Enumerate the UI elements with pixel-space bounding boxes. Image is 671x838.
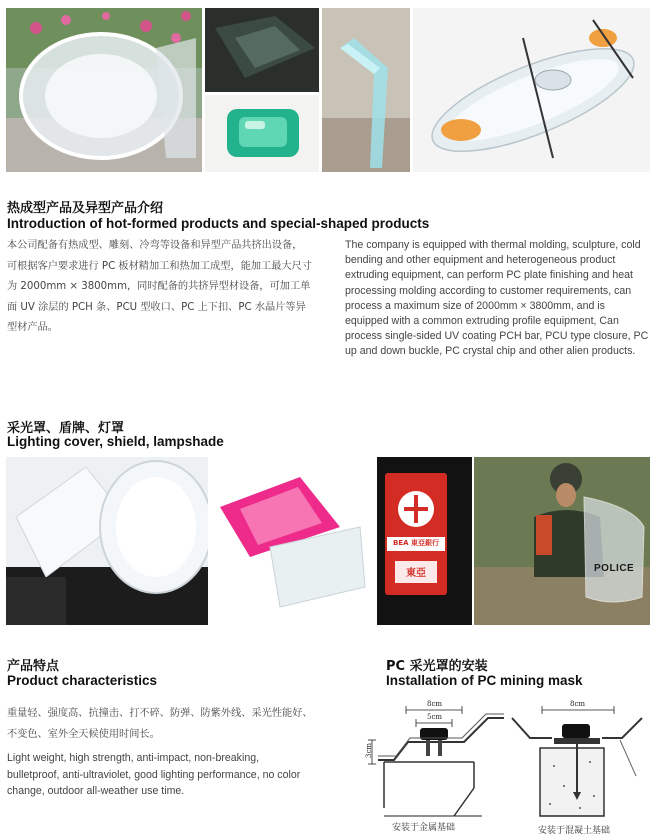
bank-sign-text: BEA 東亞銀行 [393, 539, 439, 547]
photo-green-cover [205, 95, 319, 172]
dim-top-right: 8cm [570, 700, 586, 708]
section2-title-cn: 采光罩、盾牌、灯罩 [7, 421, 125, 436]
section3-title-cn: 产品特点 [7, 659, 60, 674]
photo-police-shield [474, 457, 650, 625]
installation-diagram-svg [364, 696, 654, 836]
shield-text: POLICE [594, 563, 635, 574]
section1-title-en: Introduction of hot-formed products and special-shaped products [7, 216, 430, 231]
dim-top-left: 8cm [427, 700, 443, 708]
photo-angle-profile [322, 8, 410, 172]
section1-body-cn: 本公司配备有热成型、雕刻、冷弯等设备和异型产品共挤出设备，可根据客户要求进行 PC 板材精加工和热加工成型，能加工最大尺寸为 2000mm × 3800mm，同时配备的共挤异型材设备，可加工单面 UV 涂层的 PCH 条、PCU 型收口、PC 上下扣、PC 水晶片等异型材产品。 [7, 240, 312, 333]
section3-body-cn: 重量轻、强度高、抗撞击、打不碎、防弹、防紫外线、采光性能好、不变色、室外全天候使用时间长。 [7, 708, 313, 740]
caption-metal-base: 安装于金属基础 [392, 823, 456, 833]
photo-clear-kayak [413, 8, 650, 172]
photo-dark-panel [205, 8, 319, 92]
bank-sign-sub: 東亞 [406, 568, 426, 579]
photo-dome-garden [6, 8, 202, 172]
caption-concrete-base: 安装于混凝土基础 [538, 826, 611, 836]
photo-clear-domes [6, 457, 208, 625]
section1-title-cn: 热成型产品及异型产品介绍 [7, 201, 164, 216]
photo-pink-cover [210, 457, 375, 625]
photo-bank-sign [377, 457, 472, 625]
concrete-base-diagram [512, 706, 642, 816]
installation-diagram [364, 696, 654, 836]
section1-body-en: The company is equipped with thermal molding, sculpture, cold bending and other equipment and heterogeneous product extruding equipment, can perform PC plate finishing and heat processing molding according to customer requirements, can process a maximum size of 2000mm × 3800mm, and is equipped with a common extruding profile equipment, Can process single-sided UV coating PCH bar, PCU type closure, PC up and down buckle, PC crystal chip and other alien products. [345, 239, 649, 358]
metal-base-diagram [368, 706, 504, 816]
dim-side-left: 3cm [365, 742, 373, 758]
section3-title-en: Product characteristics [7, 673, 158, 688]
section2-title-en: Lighting cover, shield, lampshade [7, 434, 224, 449]
section4-title-cn: PC 采光罩的安装 [386, 659, 488, 674]
section4-title-en: Installation of PC mining mask [386, 673, 583, 688]
section3-body-en: Light weight, high strength, anti-impact, non-breaking, bulletproof, anti-ultraviolet, good lighting performance, no color change, outdoor all-weather use time. [7, 752, 301, 797]
dim-inner-left: 5cm [427, 713, 443, 721]
